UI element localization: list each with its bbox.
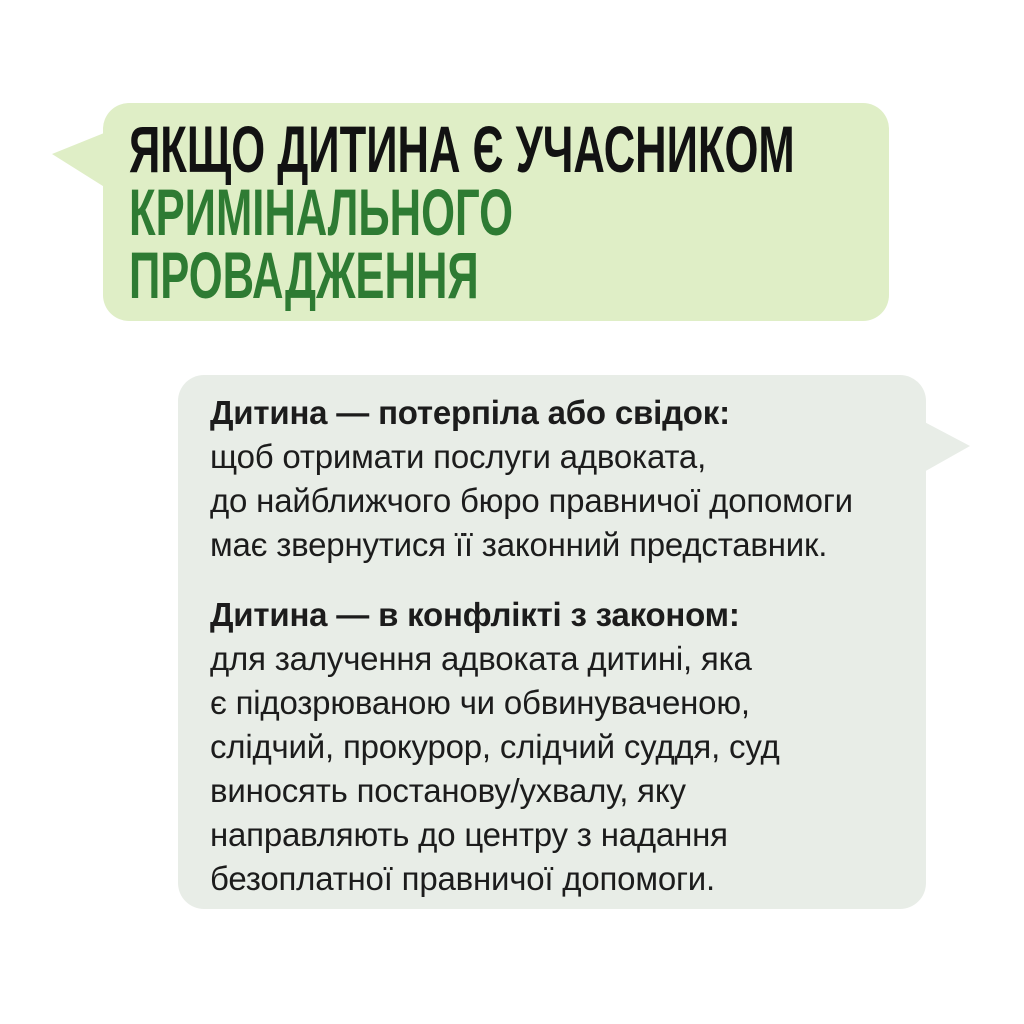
speech-tail-right-icon [911,413,973,481]
section-victim-line: до найближчого бюро правничої допомоги [210,482,853,519]
body-speech-bubble [178,375,926,909]
section-conflict-line: виносять постанову/ухвалу, яку [210,772,686,809]
speech-tail-right-shape [915,417,970,477]
section-conflict-line: направляють до центру з надання [210,816,728,853]
section-victim-line: щоб отримати послуги адвоката, [210,438,707,475]
title-line-1-text: ЯКЩО ДИТИНА Є УЧАСНИКОМ [129,112,795,186]
section-conflict-line: є підозрюваною чи обвинуваченою, [210,684,750,721]
section-victim-or-witness [210,391,896,567]
speech-tail-left-shape [52,129,114,193]
title-line-3 [129,238,869,312]
title-block [129,112,869,312]
section-conflict-line: для залучення адвоката дитині, яка [210,640,752,677]
section-victim-heading: Дитина — потерпіла або свідок: [210,394,730,431]
section-conflict-line: слідчий, прокурор, слідчий суддя, суд [210,728,780,765]
section-victim-line: має звернутися її законний представник. [210,526,828,563]
title-line-3-text: ПРОВАДЖЕННЯ [129,238,479,312]
title-line-2-text: КРИМІНАЛЬНОГО [129,175,514,249]
section-conflict-with-law [210,593,896,901]
title-speech-bubble [103,103,889,321]
speech-tail-left-icon [48,127,118,197]
title-line-1 [129,112,869,186]
section-conflict-heading: Дитина — в конфлікті з законом: [210,596,740,633]
title-line-2 [129,175,869,249]
section-conflict-line: безоплатної правничої допомоги. [210,860,716,897]
